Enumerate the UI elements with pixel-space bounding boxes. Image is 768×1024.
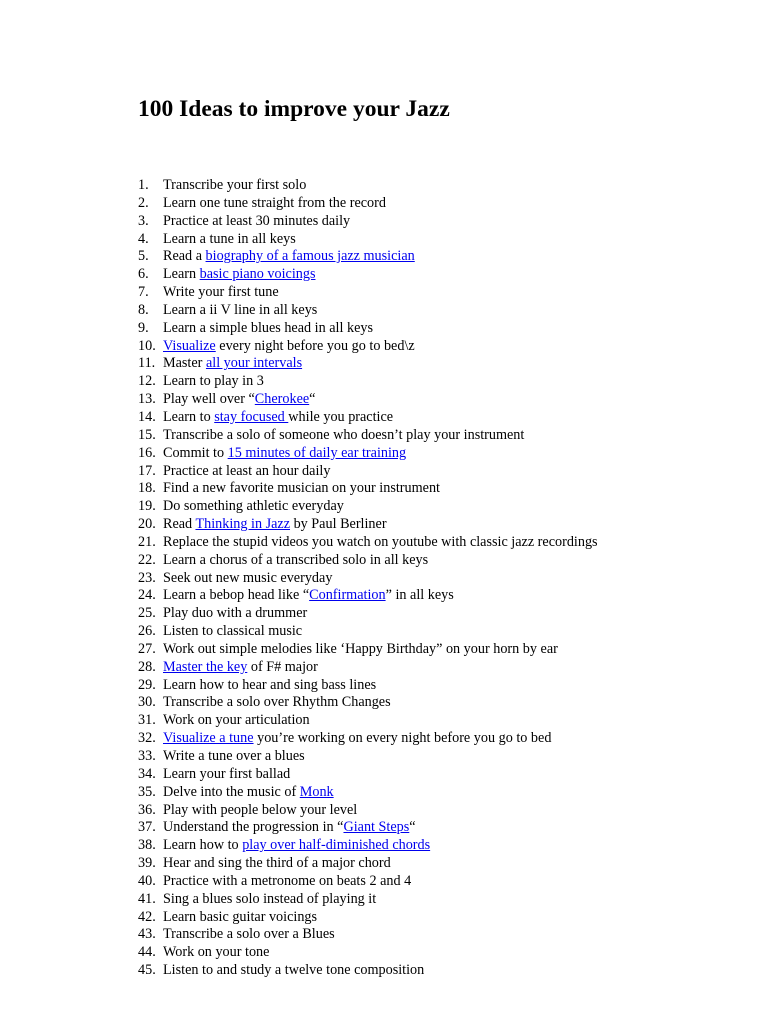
list-item-number: 38. — [138, 837, 156, 854]
list-item-number: 33. — [138, 748, 156, 764]
list-item-text — [163, 677, 376, 695]
list-item-number: 15. — [138, 426, 156, 443]
list-item-text-segment: Replace the stupid videos you watch on youtube with classic jazz recordings — [163, 533, 598, 550]
list-item-text-segment: “ — [409, 819, 416, 836]
list-item-number: 9. — [138, 319, 149, 336]
list-item-text-segment: Learn a bebop head like “ — [163, 587, 310, 604]
list-item-text-segment: Learn how to — [163, 837, 243, 854]
list-item-text — [163, 587, 454, 605]
list-item-number: 37. — [138, 819, 156, 836]
list-item-text-segment: Listen to classical music — [163, 623, 303, 640]
list-item-text-segment: Learn how to hear and sing bass lines — [163, 676, 377, 693]
list-item-text — [163, 213, 350, 231]
list-item-text-segment: Listen to and study a twelve tone composition — [163, 962, 425, 979]
list-item-number: 10. — [138, 337, 156, 354]
list-item-text — [163, 623, 302, 641]
list-item-number: 28. — [138, 658, 156, 675]
list-item-text — [163, 266, 315, 284]
list-item-text — [163, 302, 317, 320]
list-item-text-segment: Read — [163, 516, 196, 533]
inline-link[interactable]: play over half-diminished chords — [242, 837, 431, 854]
list-item-text — [163, 391, 315, 409]
list-item-text — [163, 909, 317, 927]
list-item-text-segment: Seek out new music everyday — [163, 569, 333, 586]
list-item-text-segment: Commit to — [163, 444, 228, 461]
list-item-number: 44. — [138, 944, 156, 961]
list-item-number: 32. — [138, 730, 156, 747]
list-item-text-segment: Learn a ii V line in all keys — [163, 301, 318, 318]
inline-link[interactable]: Cherokee — [254, 391, 310, 408]
list-item-text — [163, 320, 373, 338]
list-item-number: 18. — [138, 480, 156, 497]
list-item-text — [163, 445, 406, 463]
list-item-text-segment: Find a new favorite musician on your instrument — [163, 480, 440, 497]
list-item-text — [163, 712, 310, 730]
list-item-number: 3. — [138, 212, 149, 229]
inline-link[interactable]: basic piano voicings — [199, 266, 316, 283]
list-item-text-segment: Learn a tune in all keys — [163, 230, 296, 247]
inline-link[interactable]: Master the key — [163, 658, 248, 675]
list-item-number: 4. — [138, 230, 149, 247]
list-item-text-segment: while you practice — [288, 408, 394, 425]
list-item-text-segment: Work on your tone — [163, 944, 270, 961]
inline-link[interactable]: all your intervals — [205, 355, 303, 372]
list-item-number: 29. — [138, 676, 156, 693]
list-item-text-segment: Write a tune over a blues — [163, 748, 305, 764]
list-item-text-segment: Work on your articulation — [163, 712, 310, 729]
list-item-text — [163, 784, 334, 802]
list-item-text-segment: Learn a chorus of a transcribed solo in all keys — [163, 551, 429, 568]
list-item-text-segment: Read a — [163, 248, 206, 265]
list-item-number: 1. — [138, 177, 149, 193]
list-item-text — [163, 552, 428, 570]
list-item-text — [163, 873, 411, 891]
list-item-text — [163, 177, 306, 195]
list-item-text-segment: Delve into the music of — [163, 783, 300, 800]
page-title: 100 Ideas to improve your Jazz — [138, 96, 450, 122]
list-item-text-segment: Learn to play in 3 — [163, 373, 264, 390]
list-item-text-segment: Transcribe your first solo — [163, 177, 307, 193]
list-item-number: 31. — [138, 712, 156, 729]
list-item-text-segment: Transcribe a solo over Rhythm Changes — [163, 694, 391, 711]
list-item-number: 39. — [138, 855, 156, 872]
list-item-text — [163, 195, 386, 213]
list-item-number: 45. — [138, 962, 156, 979]
list-item-text — [163, 355, 302, 373]
list-item-number: 16. — [138, 444, 156, 461]
list-item-number: 27. — [138, 640, 156, 657]
list-item-text — [163, 730, 551, 748]
list-item-number: 35. — [138, 783, 156, 800]
list-item-text-segment: Transcribe a solo of someone who doesn’t play your instrument — [163, 426, 525, 443]
list-item-number: 11. — [138, 355, 156, 372]
list-item-text — [163, 748, 305, 766]
list-item-text — [163, 659, 318, 677]
list-item-number: 40. — [138, 872, 156, 889]
list-item-text — [163, 534, 598, 552]
list-item-text-segment: Master — [163, 355, 206, 372]
list-item-text — [163, 802, 357, 820]
inline-link[interactable]: Monk — [299, 783, 334, 800]
list-item-text — [163, 498, 344, 516]
list-item-number: 41. — [138, 890, 156, 907]
list-item-number: 30. — [138, 694, 156, 711]
list-item-text — [163, 248, 415, 266]
list-item-text-segment: Learn — [163, 266, 200, 283]
list-item-number: 8. — [138, 301, 149, 318]
list-item-number: 17. — [138, 462, 156, 479]
list-item-text — [163, 231, 296, 249]
list-item-text-segment: Hear and sing the third of a major chord — [163, 855, 391, 872]
list-item-text — [163, 480, 440, 498]
list-item-text — [163, 926, 335, 944]
list-item-text-segment: Learn your first ballad — [163, 765, 291, 782]
inline-link[interactable]: biography of a famous jazz musician — [205, 248, 415, 265]
list-item-text — [163, 944, 269, 962]
list-item-text-segment: Work out simple melodies like ‘Happy Birthday” on your horn by ear — [163, 640, 558, 657]
list-item-text-segment: Transcribe a solo over a Blues — [163, 926, 335, 943]
list-item-text — [163, 641, 558, 659]
list-item-text-segment: Practice at least 30 minutes daily — [163, 212, 351, 229]
list-item-text — [163, 605, 307, 623]
inline-link[interactable]: Visualize — [163, 337, 216, 354]
list-item-text — [163, 766, 290, 784]
list-item-text — [163, 463, 330, 481]
list-item-number: 13. — [138, 391, 156, 408]
list-item-text-segment: Learn a simple blues head in all keys — [163, 319, 373, 336]
list-item-number: 42. — [138, 908, 156, 925]
list-item-number: 36. — [138, 801, 156, 818]
list-item-text — [163, 284, 279, 302]
list-item-text — [163, 837, 430, 855]
list-item-text-segment: Practice at least an hour daily — [163, 462, 331, 479]
list-item-text-segment: ” in all keys — [385, 587, 454, 604]
list-item-text-segment: Learn to — [163, 408, 215, 425]
list-item-number: 21. — [138, 533, 156, 550]
list-item-text — [163, 570, 332, 588]
list-item-number: 2. — [138, 194, 149, 211]
list-item-text-segment: every night before you go to bed\z — [215, 337, 415, 354]
list-item-text-segment: Sing a blues solo instead of playing it — [163, 890, 377, 907]
list-item-text-segment: Write your first tune — [163, 284, 279, 301]
list-item-number: 6. — [138, 266, 149, 283]
list-item-text-segment: “ — [309, 391, 316, 408]
list-item-text-segment: of F# major — [247, 658, 318, 675]
list-item-number: 19. — [138, 498, 156, 515]
list-item-text — [163, 962, 424, 980]
list-item-text-segment: by Paul Berliner — [290, 516, 387, 533]
list-item-text — [163, 409, 393, 427]
inline-link[interactable]: stay focused — [214, 408, 289, 425]
list-item-text-segment: Learn basic guitar voicings — [163, 908, 318, 925]
list-item-text — [163, 338, 415, 356]
list-item-text-segment: Practice with a metronome on beats 2 and 4 — [163, 872, 412, 889]
list-item-text — [163, 373, 264, 391]
list-item-number: 26. — [138, 623, 156, 640]
inline-link[interactable]: Confirmation — [309, 587, 386, 604]
inline-link[interactable]: Thinking in Jazz — [195, 516, 291, 533]
list-item-number: 5. — [138, 248, 149, 265]
list-item-text — [163, 694, 391, 712]
list-item-number: 20. — [138, 516, 156, 533]
list-item-number: 12. — [138, 373, 156, 390]
inline-link[interactable]: Giant Steps — [343, 819, 410, 836]
list-item-text-segment: Play well over “ — [163, 391, 255, 408]
list-item-number: 7. — [138, 284, 149, 301]
list-item-text-segment: Play with people below your level — [163, 801, 358, 818]
list-item-text-segment: Do something athletic everyday — [163, 498, 344, 515]
list-item-text-segment: you’re working on every night before you go to bed — [253, 730, 552, 747]
list-item-number: 23. — [138, 569, 156, 586]
list-item-number: 14. — [138, 408, 156, 425]
list-item-text — [163, 427, 524, 445]
list-item-number: 24. — [138, 587, 156, 604]
list-item-text-segment: Understand the progression in “ — [163, 819, 344, 836]
inline-link[interactable]: Visualize a tune — [163, 730, 254, 747]
list-item-number: 34. — [138, 765, 156, 782]
list-item-text — [163, 891, 376, 909]
inline-link[interactable]: 15 minutes of daily ear training — [227, 444, 407, 461]
list-item-number: 25. — [138, 605, 156, 622]
list-item-number: 43. — [138, 926, 156, 943]
list-item-text-segment: Learn one tune straight from the record — [163, 194, 386, 211]
list-item-text-segment: Play duo with a drummer — [163, 605, 308, 622]
list-item-text — [163, 516, 387, 534]
list-item-text — [163, 819, 416, 837]
list-item-text — [163, 855, 391, 873]
list-item-number: 22. — [138, 551, 156, 568]
